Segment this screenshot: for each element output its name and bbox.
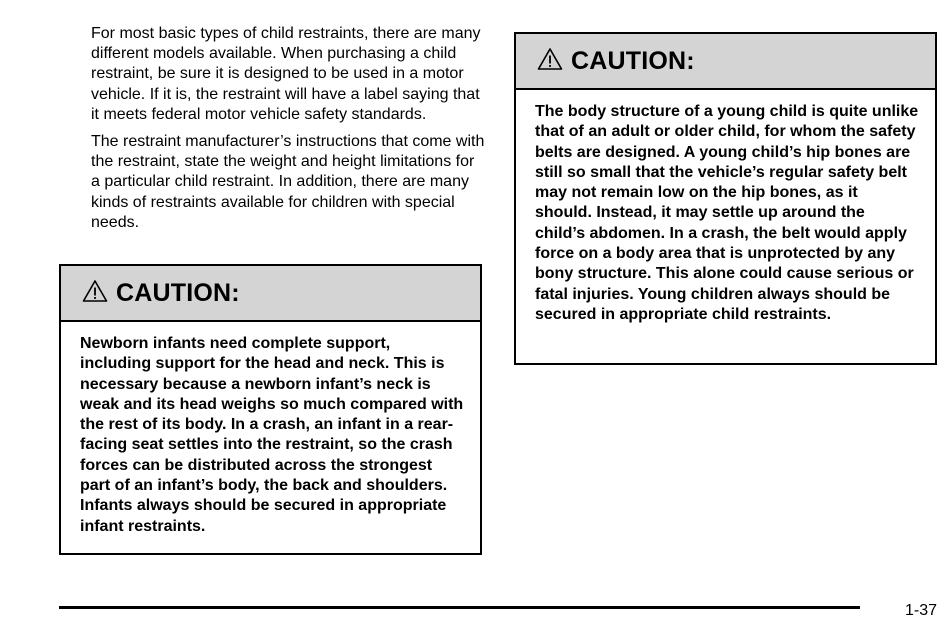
footer-rule — [59, 606, 860, 609]
intro-paragraph-2: The restraint manufacturer’s instructions that come with the restraint, state the weight and height limitations for a particular child restraint. In addition, there are many kinds of restraints available for children with special needs. — [91, 133, 485, 231]
caution-header — [516, 34, 935, 90]
warning-triangle-icon — [82, 279, 108, 303]
caution-box-young-children — [514, 32, 937, 365]
intro-paragraph-1: For most basic types of child restraints, there are many different models available. When purchasing a child restraint, be sure it is designed to be used in a motor vehicle. If it is, the restraint will have a label saying that it meets federal motor vehicle safety standards. — [91, 25, 481, 123]
warning-triangle-icon — [537, 47, 563, 71]
caution-title: CAUTION: — [116, 278, 240, 307]
caution-box-infants — [59, 264, 482, 555]
caution-body: The body structure of a young child is quite unlike that of an adult or older child, for whom the safety belts are designed. A young child’s hip bones are still so small that the vehicle’s regular safety belt may not remain low on the hip bones, as it should. Instead, it may settle up around the child’s abdomen. In a crash, the belt would apply force on a body area that is unprotected by any bony structure. This alone could cause serious or fatal injuries. Young children always should be secured in appropriate child restraints. — [535, 103, 919, 323]
caution-title: CAUTION: — [571, 46, 695, 75]
caution-body: Newborn infants need complete support, including support for the head and neck. This is necessary because a newborn infant’s neck is weak and its head weighs so much compared with the rest of its body. In a crash, an infant in a rear-facing seat settles into the restraint, so the crash forces can be distributed across the strongest part of an infant’s body, the back and shoulders. Infants always should be secured in appropriate infant restraints. — [80, 335, 464, 535]
caution-header — [61, 266, 480, 322]
page-number: 1-37 — [905, 602, 938, 619]
intro-text — [59, 24, 485, 240]
